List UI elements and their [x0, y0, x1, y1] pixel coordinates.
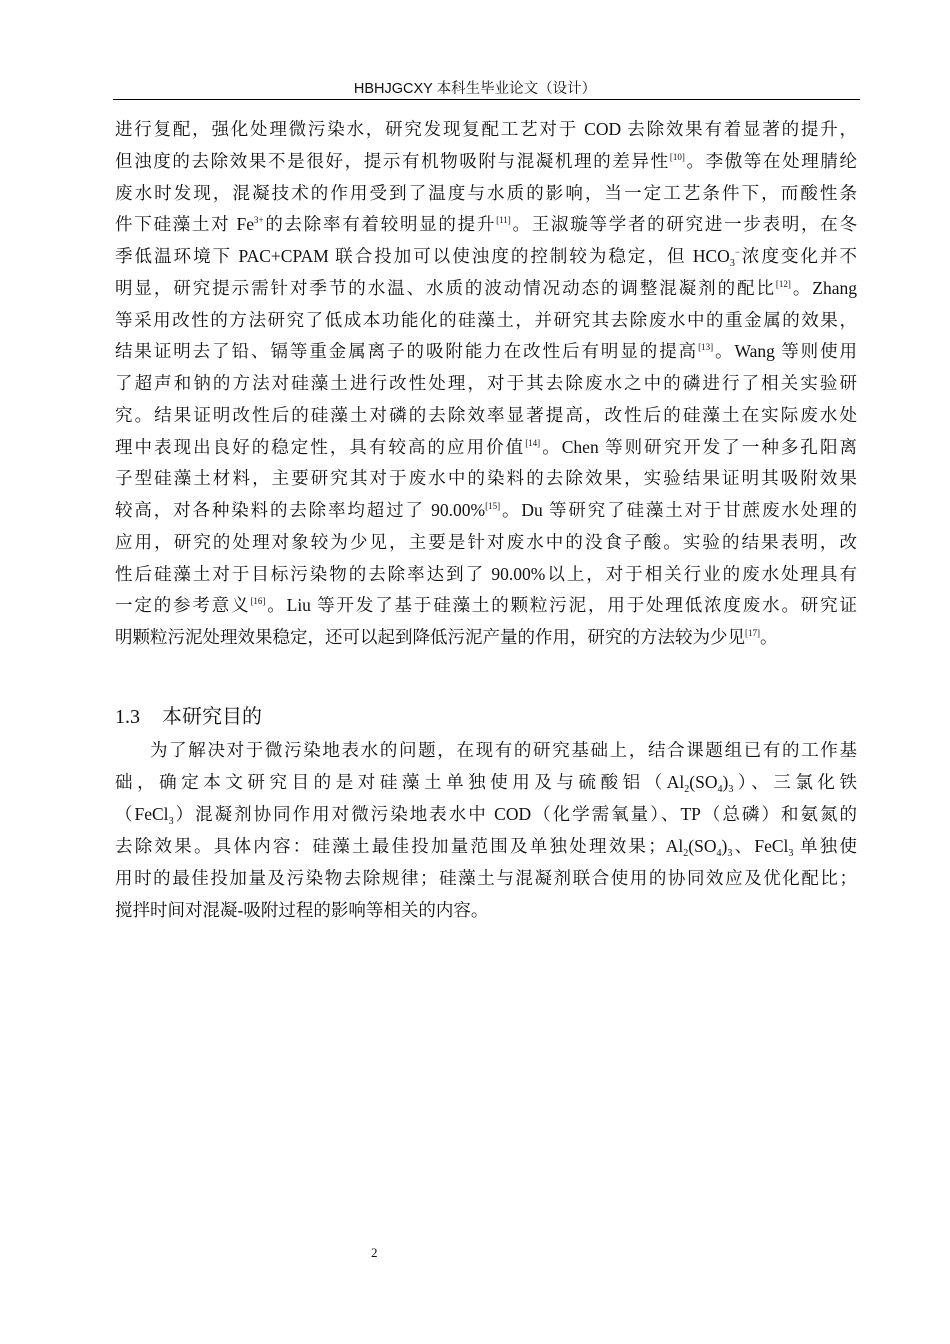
text-line [115, 499, 857, 521]
text-run: 浓度变化并不 [739, 246, 858, 266]
text-run: （FeCl [115, 804, 169, 824]
text-line [150, 739, 857, 761]
superscript: [11] [496, 215, 511, 226]
superscript: − [734, 247, 740, 257]
text-run: 。 [760, 627, 778, 647]
text-run: 明颗粒污泥处理效果稳定，还可以起到降低污泥产量的作用，研究的方法较为少见 [115, 627, 745, 647]
superscript: [16] [250, 596, 266, 607]
text-line [115, 867, 857, 889]
text-run: 、FeCl [732, 836, 789, 856]
subscript: 3 [728, 784, 734, 795]
text-line [115, 899, 857, 921]
subscript: 3 [729, 258, 735, 269]
page-header: HBHJGCXY 本科生毕业论文（设计） [353, 81, 597, 97]
text-line [115, 563, 857, 585]
text-run: 的去除率有着较明显的提升 [263, 214, 497, 235]
subscript: 3 [788, 848, 794, 859]
text-line [115, 404, 857, 426]
text-line [115, 150, 857, 172]
text-run: 件下硅藻土对 Fe [115, 214, 255, 235]
text-line [115, 182, 857, 204]
text-run: 性后硅藻土对于目标污染物的去除率达到了 90.00%以上，对于相关行业的废水处理具有 [115, 563, 857, 584]
text-line [115, 626, 857, 648]
superscript: 3+ [254, 215, 264, 226]
section-heading [115, 700, 262, 729]
text-line [115, 594, 857, 616]
text-run: 应用，研究的处理对象较为少见，主要是针对废水中的没食子酸。实验的结果表明，改 [115, 531, 857, 552]
text-run: 明显，研究提示需针对季节的水温、水质的波动情况动态的调整混凝剂的配比 [115, 277, 776, 298]
text-run: 究。结果证明改性后的硅藻土对磷的去除效率显著提高，改性后的硅藻土在实际废水处 [115, 404, 857, 425]
text-run: ）混凝剂协同作用对微污染地表水中 COD（化学需氧量）、TP（总磷）和氨氮的 [173, 804, 857, 824]
section-title: 本研究目的 [162, 706, 262, 728]
text-run: 。Wang 等则使用 [713, 341, 858, 362]
text-run: 一定的参考意义 [115, 595, 251, 616]
text-run: ) [722, 772, 729, 792]
superscript: [14] [525, 437, 541, 448]
superscript: [12] [775, 278, 791, 289]
text-line [115, 803, 857, 825]
text-run: 季低温环境下 PAC+CPAM 联合投加可以使浊度的控制较为稳定，但 HCO [115, 246, 730, 266]
page-number: 2 [371, 1245, 378, 1260]
subscript: 4 [717, 784, 723, 795]
text-line [115, 340, 857, 362]
text-line [115, 213, 857, 235]
text-run: 等采用改性的方法研究了低成本功能化的硅藻土，并研究其去除废水中的重金属的效果， [115, 309, 857, 330]
text-run: ）、三氯化铁 [733, 772, 858, 792]
text-line [115, 118, 857, 140]
text-line [115, 372, 857, 394]
text-run: 础，确定本文研究目的是对硅藻土单独使用及与硫酸铝（Al [115, 772, 685, 792]
text-run: 单独使 [793, 836, 858, 856]
text-run: 为了解决对于微污染地表水的问题，在现有的研究基础上，结合课题组已有的工作基 [150, 740, 857, 760]
subscript: 3 [168, 816, 174, 827]
text-run: 搅拌时间对混凝-吸附过程的影响等相关的内容。 [115, 900, 489, 920]
text-run: 。Zhang [790, 277, 857, 298]
text-run: 。Liu 等开发了基于硅藻土的颗粒污泥，用于处理低浓度废水。研究证 [265, 595, 858, 616]
text-run: 进行复配，强化处理微污染水，研究发现复配工艺对于 COD 去除效果有着显著的提升， [115, 119, 857, 139]
text-run: ) [721, 836, 728, 856]
text-line [115, 531, 857, 553]
superscript: [10] [669, 151, 685, 162]
text-line [115, 771, 857, 793]
subscript: 4 [716, 848, 722, 859]
subscript: 2 [684, 784, 690, 795]
superscript: [17] [745, 628, 760, 638]
header-divider [113, 99, 860, 100]
text-run: 了超声和钠的方法对硅藻土进行改性处理，对于其去除废水之中的磷进行了相关实验研 [115, 373, 857, 393]
text-run: 但浊度的去除效果不是很好，提示有机物吸附与混凝机理的差异性 [115, 150, 670, 171]
text-run: 。李傲等在处理腈纶 [684, 150, 858, 171]
text-run: 理中表现出良好的稳定性，具有较高的应用价值 [115, 436, 526, 457]
subscript: 2 [683, 848, 689, 859]
text-run: 结果证明去了铅、镉等重金属离子的吸附能力在改性后有明显的提高 [115, 341, 699, 362]
text-line [115, 245, 857, 267]
text-line [115, 436, 857, 458]
text-run: (SO [688, 836, 717, 856]
text-line [115, 277, 857, 299]
superscript: [15] [485, 501, 501, 511]
text-run: 废水时发现，混凝技术的作用受到了温度与水质的影响，当一定工艺条件下，而酸性条 [115, 182, 857, 203]
section-number: 1.3 [115, 706, 140, 728]
text-run: 子型硅藻土材料，主要研究其对于废水中的染料的去除效果，实验结果证明其吸附效果 [115, 468, 857, 489]
text-line [115, 835, 857, 857]
superscript: [13] [698, 342, 714, 353]
text-run: 。王淑璇等学者的研究进一步表明，在冬 [510, 214, 858, 235]
text-run: 用时的最佳投加量及污染物去除规律；硅藻土与混凝剂联合使用的协同效应及优化配比； [115, 868, 857, 888]
text-run: (SO [689, 772, 718, 792]
text-run: 。Du 等研究了硅藻土对于甘蔗废水处理的 [500, 500, 858, 520]
text-run: 。Chen 等则研究开发了一种多孔阳离 [540, 436, 857, 457]
text-run: 去除效果。具体内容：硅藻土最佳投加量范围及单独处理效果；Al [115, 836, 684, 856]
text-line [115, 467, 857, 489]
text-line [115, 309, 857, 331]
subscript: 3 [727, 848, 733, 859]
text-run: 较高，对各种染料的去除率均超过了 90.00% [115, 500, 486, 520]
